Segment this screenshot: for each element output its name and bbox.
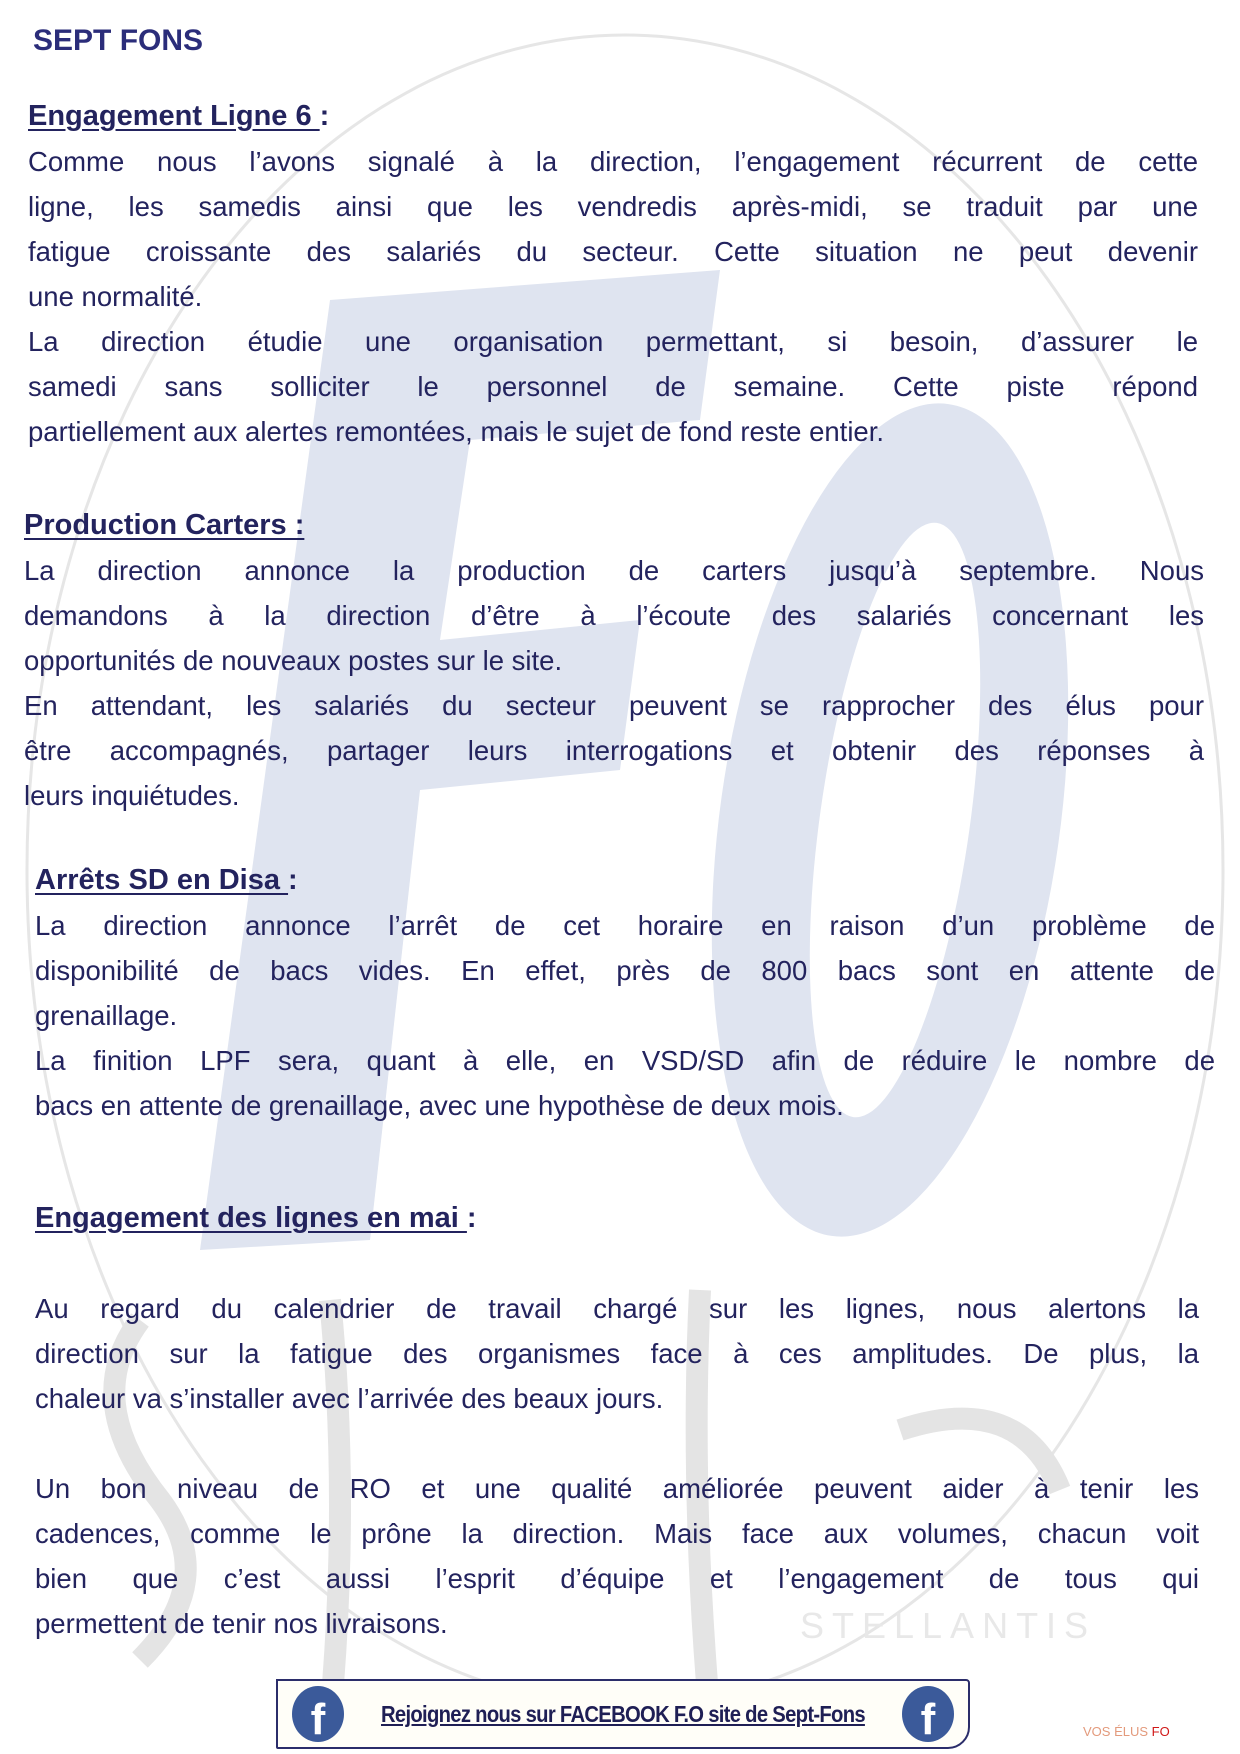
paragraph-line: La direction annonce la production de carters jusqu’à septembre. Nous (24, 555, 1204, 586)
paragraph-line: Un bon niveau de RO et une qualité améliorée peuvent aider à tenir les (35, 1473, 1199, 1504)
paragraph-line: Au regard du calendrier de travail chargé sur les lignes, nous alertons la (35, 1293, 1199, 1324)
paragraph-line: ligne, les samedis ainsi que les vendredis après-midi, se traduit par une (28, 191, 1198, 222)
paragraph-line: cadences, comme le prône la direction. Mais face aux volumes, chacun voit (35, 1518, 1199, 1549)
paragraph-line: direction sur la fatigue des organismes face à ces amplitudes. De plus, la (35, 1338, 1199, 1369)
elus-fo: FO (1151, 1724, 1170, 1739)
paragraph-line: La direction annonce l’arrêt de cet horaire en raison d’un problème de (35, 910, 1215, 941)
paragraph-line: bacs en attente de grenaillage, avec une hypothèse de deux mois. (35, 1090, 844, 1121)
paragraph-line: partiellement aux alertes remontées, mais le sujet de fond reste entier. (28, 416, 885, 447)
paragraph-line: demandons à la direction d’être à l’écoute des salariés concernant les (24, 600, 1204, 631)
heading-text: Arrêts SD en Disa (35, 864, 289, 896)
paragraph-line: chaleur va s’installer avec l’arrivée des beaux jours. (35, 1383, 664, 1414)
section-heading (24, 503, 1204, 548)
paragraph-line: Comme nous l’avons signalé à la direction, l’engagement récurrent de cette (28, 146, 1198, 177)
paragraph-line: En attendant, les salariés du secteur peuvent se rapprocher des élus pour (24, 690, 1204, 721)
paragraph-line: une normalité. (28, 281, 203, 312)
svg-text:STELLANTIS: STELLANTIS (800, 1605, 1097, 1646)
section (35, 858, 1215, 1128)
heading-text: Production Carters : (24, 509, 305, 541)
paragraph-line: disponibilité de bacs vides. En effet, près de 800 bacs sont en attente de (35, 955, 1215, 986)
page-title: SEPT FONS (33, 24, 204, 57)
vos-elus-fo (1083, 1724, 1170, 1739)
heading-colon: : (466, 1202, 477, 1234)
facebook-icon[interactable]: f (902, 1686, 954, 1742)
paragraph-line: opportunités de nouveaux postes sur le site. (24, 645, 563, 676)
facebook-link[interactable]: Rejoignez nous sur FACEBOOK F.O site de Sept-Fons (381, 1700, 865, 1727)
section (24, 503, 1204, 818)
heading-colon: : (319, 100, 330, 132)
paragraph-line: bien que c’est aussi l’esprit d’équipe et l’engagement de tous qui (35, 1563, 1199, 1594)
section (35, 1196, 1199, 1646)
section (28, 94, 1198, 454)
paragraph-line: La direction étudie une organisation permettant, si besoin, d’assurer le (28, 326, 1198, 357)
paragraph-line: fatigue croissante des salariés du secteur. Cette situation ne peut devenir (28, 236, 1198, 267)
paragraph-line: samedi sans solliciter le personnel de semaine. Cette piste répond (28, 371, 1198, 402)
facebook-banner[interactable] (276, 1679, 970, 1749)
elus-label: VOS ÉLUS (1083, 1724, 1152, 1739)
facebook-icon[interactable]: f (292, 1686, 344, 1742)
section-heading (35, 858, 1215, 903)
section-heading (35, 1196, 1199, 1241)
section-heading (28, 94, 1198, 139)
paragraph-line: permettent de tenir nos livraisons. (35, 1608, 448, 1639)
heading-text: Engagement des lignes en mai (35, 1202, 467, 1234)
paragraph-line: grenaillage. (35, 1000, 178, 1031)
heading-text: Engagement Ligne 6 (28, 100, 320, 132)
paragraph-line: être accompagnés, partager leurs interrogations et obtenir des réponses à (24, 735, 1204, 766)
paragraph-line: La finition LPF sera, quant à elle, en VSD/SD afin de réduire le nombre de (35, 1045, 1215, 1076)
paragraph-line: leurs inquiétudes. (24, 780, 240, 811)
heading-colon: : (288, 864, 298, 896)
